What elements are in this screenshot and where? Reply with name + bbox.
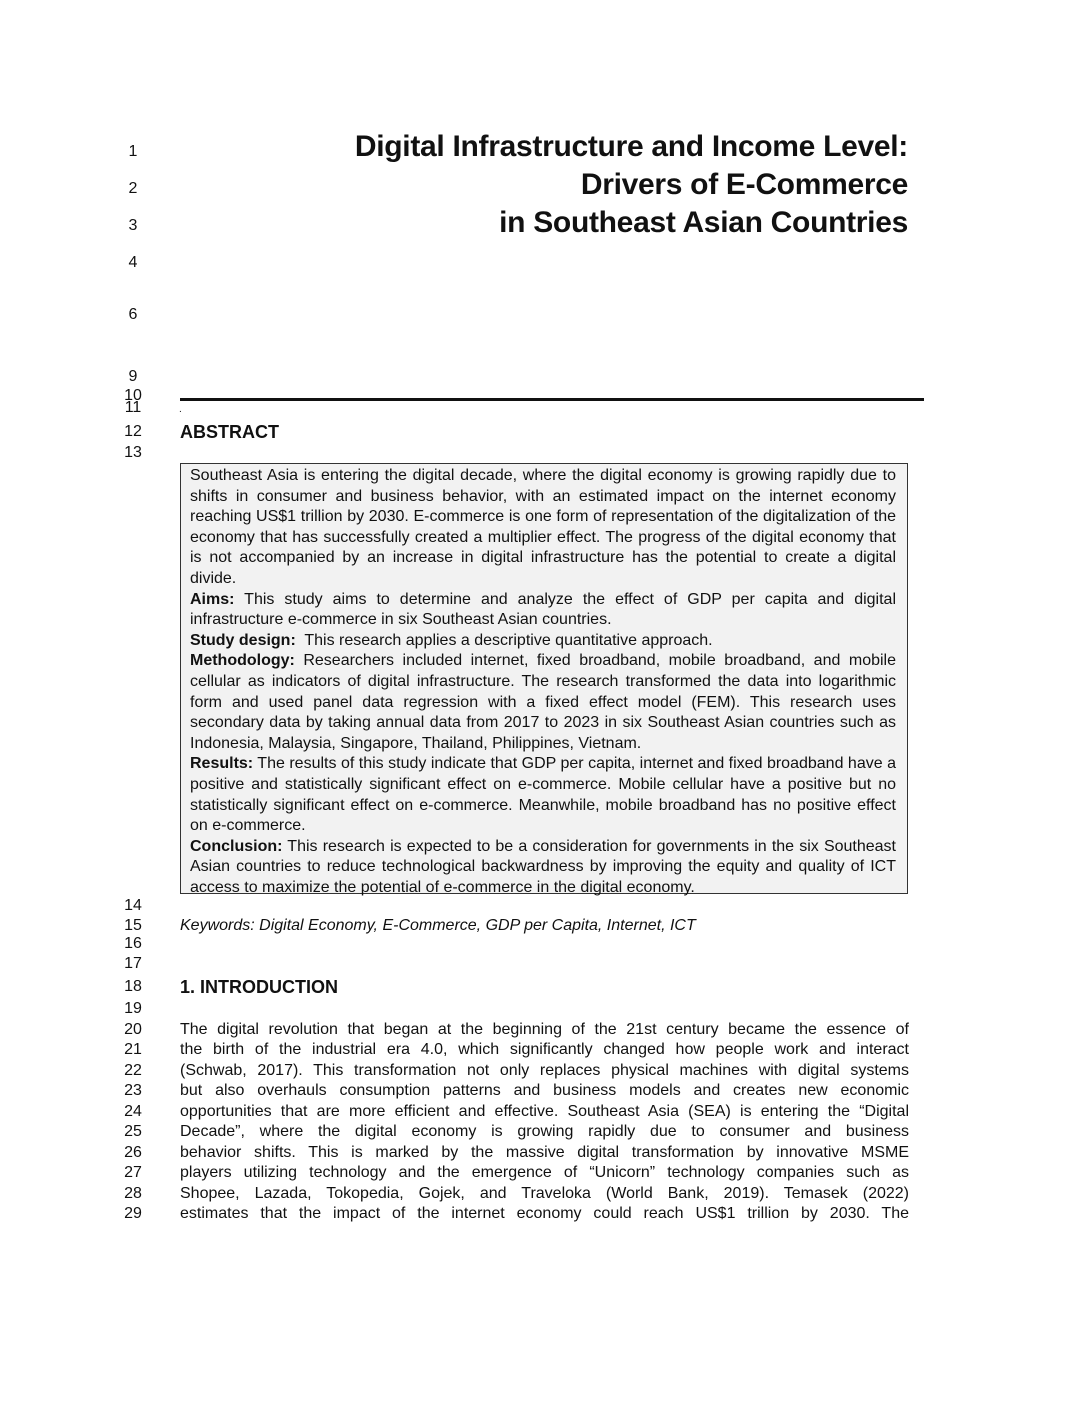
line-number: 6 (128, 306, 138, 323)
intro-line: players utilizing technology and the emergence of “Unicorn” technology companies such as (180, 1164, 909, 1181)
line-number: 16 (124, 935, 142, 952)
keywords: Keywords: Digital Economy, E-Commerce, GDP per Capita, Internet, ICT (180, 917, 696, 934)
line-number: 24 (124, 1103, 142, 1120)
line-number: 14 (124, 897, 142, 914)
introduction-heading: 1. INTRODUCTION (180, 977, 339, 997)
line-number: 9 (128, 368, 138, 385)
intro-line: Decade”, where the digital economy is growing rapidly due to consumer and business (180, 1123, 909, 1140)
aims-label: Aims: (190, 590, 235, 608)
abstract-results (190, 754, 896, 836)
line-number: 23 (124, 1082, 142, 1099)
abstract-aims (190, 590, 896, 631)
line-number: 21 (124, 1041, 142, 1058)
line-number: 20 (124, 1021, 142, 1038)
line-number: 15 (124, 917, 142, 934)
methodology-label: Methodology: (190, 652, 295, 670)
abstract-study-design (190, 631, 896, 652)
intro-line: (Schwab, 2017). This transformation not only replaces physical machines with digital systems (180, 1062, 909, 1079)
line-number: 3 (128, 217, 138, 234)
aims-text: This study aims to determine and analyze the effect of GDP per capita and digital infrastructure e-commerce in six Southeast Asian countries. (190, 590, 896, 629)
line-number: 29 (124, 1205, 142, 1222)
title-line-2: Drivers of E-Commerce (580, 168, 908, 201)
title-line-1: Digital Infrastructure and Income Level: (354, 130, 908, 163)
line-number: 25 (124, 1123, 142, 1140)
line-number: 19 (124, 1000, 142, 1017)
line-number: 1 (128, 143, 138, 160)
line-number: 2 (128, 180, 138, 197)
intro-line: the birth of the industrial era 4.0, which significantly changed how people work and interact (180, 1041, 909, 1058)
intro-line: Shopee, Lazada, Tokopedia, Gojek, and Traveloka (World Bank, 2019). Temasek (2022) (180, 1185, 909, 1202)
horizontal-rule (180, 398, 924, 401)
line-number: 22 (124, 1062, 142, 1079)
conclusion-label: Conclusion: (190, 837, 283, 855)
results-label: Results: (190, 755, 254, 773)
study-design-text: This research applies a descriptive quantitative approach. (295, 631, 713, 649)
study-design-label: Study design: (190, 631, 296, 649)
line-number: 26 (124, 1144, 142, 1161)
line-number: 13 (124, 444, 142, 461)
abstract-intro: Southeast Asia is entering the digital decade, where the digital economy is growing rapidly due to shifts in consumer and business behavior, with an estimated impact on the internet economy reaching US$1 trillion by 2030. E-commerce is one form of representation of the digitalization of the economy that has successfully created a multiplier effect. The progress of the digital economy that is not accompanied by an increase in digital infrastructure has the potential to create a digital divide. (190, 467, 896, 587)
line-number: 10 (124, 387, 142, 404)
title-line-3: in Southeast Asian Countries (499, 206, 908, 239)
line-number: 18 (124, 978, 142, 995)
conclusion-text: This research is expected to be a consideration for governments in the six Southeast Asian countries to reduce technological backwardness by improving the equity and quality of ICT access to maximize the potential of e-commerce in the digital economy. (190, 837, 896, 896)
intro-line: opportunities that are more efficient and effective. Southeast Asia (SEA) is entering the “Digital (180, 1103, 909, 1120)
abstract-methodology (190, 651, 896, 754)
paper-title (355, 128, 908, 242)
intro-line: The digital revolution that began at the beginning of the 21st century became the essence of (180, 1021, 909, 1038)
abstract-box (180, 463, 908, 894)
results-text: The results of this study indicate that GDP per capita, internet and fixed broadband have a positive and statistically significant effect on e-commerce. Mobile cellular have a positive but no statistically significant effect on e-commerce. Meanwhile, mobile broadband has no positive effect on e-commerce. (190, 755, 896, 835)
line-number: 28 (124, 1185, 142, 1202)
line-number: 11 (124, 399, 142, 416)
line-number: 17 (124, 955, 142, 972)
line-number: 27 (124, 1164, 142, 1181)
line-number: 12 (124, 423, 142, 440)
stray-dot: . (179, 404, 182, 415)
intro-line: behavior shifts. This is marked by the massive digital transformation by innovative MSME (180, 1144, 909, 1161)
line-number: 4 (128, 254, 138, 271)
methodology-text: Researchers included internet, fixed broadband, mobile broadband, and mobile cellular as indicators of digital infrastructure. The research transformed the data into logarithmic form and used panel data regression with a fixed effect model (FEM). This research uses secondary data by taking annual data from 2017 to 2023 in six Southeast Asian countries such as Indonesia, Malaysia, Singapore, Thailand, Philippines, Vietnam. (190, 652, 896, 752)
abstract-heading: ABSTRACT (180, 422, 279, 442)
intro-line: but also overhauls consumption patterns and business models and creates new economic (180, 1082, 909, 1099)
abstract-conclusion (190, 837, 896, 899)
intro-line: estimates that the impact of the internet economy could reach US$1 trillion by 2030. The (180, 1205, 909, 1222)
